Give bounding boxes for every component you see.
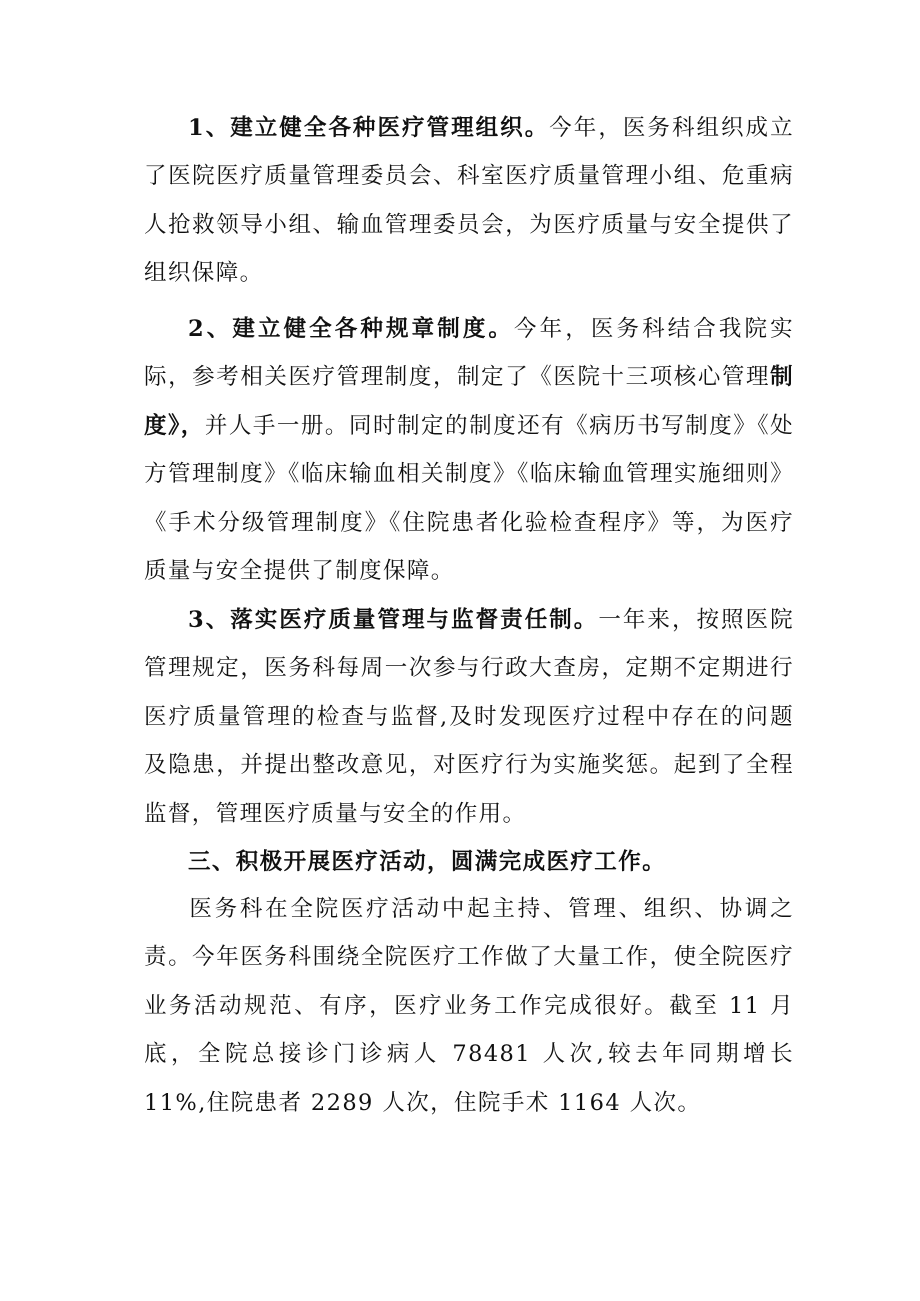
- paragraph-regulations: [144, 305, 794, 595]
- paragraph-organization: [144, 104, 794, 298]
- paragraph-body-bold: 制度》，: [144, 364, 794, 439]
- paragraph-medical-work: [144, 885, 794, 1127]
- section-heading: [144, 838, 794, 886]
- paragraph-body: 一年来，按照医院管理规定，医务科每周一次参与行政大查房，定期不定期进行医疗质量管理的检查与监督,及时发现医疗过程中存在的问题及隐患，并提出整改意见，对医疗行为实施奖惩。起到了全程监督，管理医疗质量与安全的作用。: [144, 607, 794, 827]
- section-heading-text: 三、积极开展医疗活动，圆满完成医疗工作。: [188, 849, 667, 875]
- paragraph-heading: 3、落实医疗质量管理与监督责任制。: [188, 607, 599, 633]
- paragraph-body: 今年，医务科结合我院实际，参考相关医疗管理制度，制定了《医院十三项核心管理: [144, 316, 795, 391]
- paragraph-body: 医务科在全院医疗活动中起主持、管理、组织、协调之责。今年医务科围绕全院医疗工作做了大量工作，使全院医疗业务活动规范、有序，医疗业务工作完成很好。截至 11 月底，全院总接诊门诊病人 78481 人次,较去年同期增长 11%,住院患者 2289 人次，住院手术 1164 人次。: [144, 896, 794, 1116]
- paragraph-supervision: [144, 596, 794, 838]
- paragraph-body: 并人手一册。同时制定的制度还有《病历书写制度》《处方管理制度》《临床输血相关制度》《临床输血管理实施细则》《手术分级管理制度》《住院患者化验检查程序》等，为医疗质量与安全提供了制度保障。: [144, 412, 794, 585]
- paragraph-heading: 1、建立健全各种医疗管理组织。: [188, 115, 550, 141]
- paragraph-body: 今年，医务科组织成立了医院医疗质量管理委员会、科室医疗质量管理小组、危重病人抢救领导小组、输血管理委员会，为医疗质量与安全提供了组织保障。: [144, 115, 794, 287]
- paragraph-heading: 2、建立健全各种规章制度。: [188, 316, 515, 342]
